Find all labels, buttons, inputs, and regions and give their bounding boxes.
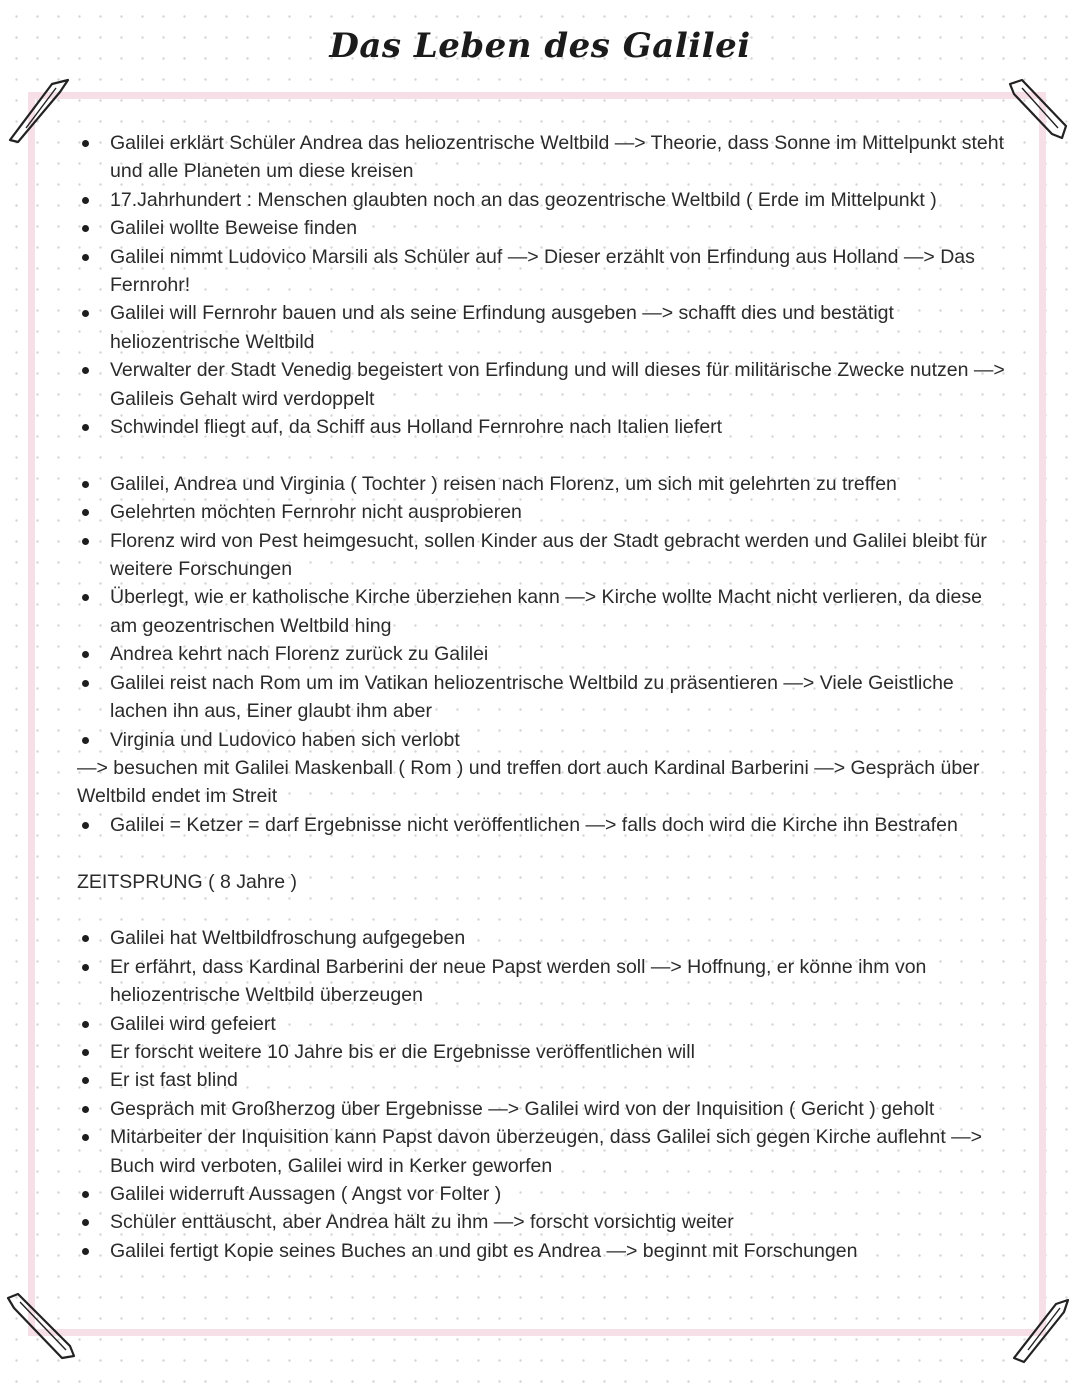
section-3-list bbox=[77, 924, 1007, 1265]
section-1-list bbox=[77, 129, 1007, 441]
list-item: Galilei reist nach Rom um im Vatikan heliozentrische Weltbild zu präsentieren —> Viele Geistliche lachen ihn aus, Einer glaubt ihm aber bbox=[77, 669, 1007, 726]
list-item: Galilei fertigt Kopie seines Buches an und gibt es Andrea —> beginnt mit Forschungen bbox=[77, 1237, 1007, 1265]
page-title: Das Leben des Galilei bbox=[329, 26, 751, 66]
notes-content bbox=[77, 129, 1007, 1265]
list-item: Gespräch mit Großherzog über Ergebnisse —> Galilei wird von der Inquisition ( Gericht ) geholt bbox=[77, 1095, 1007, 1123]
list-item: Gelehrten möchten Fernrohr nicht ausprobieren bbox=[77, 498, 1007, 526]
continuation-text: —> besuchen mit Galilei Maskenball ( Rom ) und treffen dort auch Kardinal Barberini —> Gespräch über Weltbild endet im Streit bbox=[77, 756, 980, 808]
list-item: Galilei, Andrea und Virginia ( Tochter ) reisen nach Florenz, um sich mit gelehrten zu treffen bbox=[77, 470, 1007, 498]
list-item: Galilei erklärt Schüler Andrea das heliozentrische Weltbild —> Theorie, dass Sonne im Mittelpunkt steht und alle Planeten um diese kreisen bbox=[77, 129, 1007, 186]
section-2-list bbox=[77, 470, 1007, 754]
ribbon-corner-top-right-icon bbox=[1004, 74, 1074, 144]
list-item: Florenz wird von Pest heimgesucht, sollen Kinder aus der Stadt gebracht werden und Galilei bleibt für weitere Forschungen bbox=[77, 527, 1007, 584]
list-item: Galilei wollte Beweise finden bbox=[77, 214, 1007, 242]
list-item: Mitarbeiter der Inquisition kann Papst davon überzeugen, dass Galilei sich gegen Kirche auflehnt —> Buch wird verboten, Galilei wird in Kerker geworfen bbox=[77, 1123, 1007, 1180]
list-item: Virginia und Ludovico haben sich verlobt bbox=[77, 726, 1007, 754]
list-item: Er forscht weitere 10 Jahre bis er die Ergebnisse veröffentlichen will bbox=[77, 1038, 1007, 1066]
section-2-last-list bbox=[77, 811, 1007, 839]
ribbon-corner-top-left-icon bbox=[4, 70, 70, 146]
list-item: Galilei widerruft Aussagen ( Angst vor Folter ) bbox=[77, 1180, 1007, 1208]
list-item: Schwindel fliegt auf, da Schiff aus Holland Fernrohre nach Italien liefert bbox=[77, 413, 1007, 441]
ribbon-corner-bottom-right-icon bbox=[1008, 1294, 1072, 1364]
ribbon-corner-bottom-left-icon bbox=[4, 1290, 78, 1364]
time-jump-heading: ZEITSPRUNG ( 8 Jahre ) bbox=[77, 870, 297, 893]
list-item: Er erfährt, dass Kardinal Barberini der neue Papst werden soll —> Hoffnung, er könne ihm von heliozentrische Weltbild überzeugen bbox=[77, 953, 1007, 1010]
list-item: Verwalter der Stadt Venedig begeistert von Erfindung und will dieses für militärische Zwecke nutzen —> Galileis Gehalt wird verdoppelt bbox=[77, 356, 1007, 413]
list-item: Er ist fast blind bbox=[77, 1066, 1007, 1094]
list-item: 17.Jahrhundert : Menschen glaubten noch an das geozentrische Weltbild ( Erde im Mittelpunkt ) bbox=[77, 186, 1007, 214]
list-item: Andrea kehrt nach Florenz zurück zu Galilei bbox=[77, 640, 1007, 668]
list-item: Galilei nimmt Ludovico Marsili als Schüler auf —> Dieser erzählt von Erfindung aus Holland —> Das Fernrohr! bbox=[77, 243, 1007, 300]
list-item: Galilei will Fernrohr bauen und als seine Erfindung ausgeben —> schafft dies und bestätigt heliozentrische Weltbild bbox=[77, 299, 1007, 356]
list-item: Galilei wird gefeiert bbox=[77, 1010, 1007, 1038]
list-item: Schüler enttäuscht, aber Andrea hält zu ihm —> forscht vorsichtig weiter bbox=[77, 1208, 1007, 1236]
list-item: Galilei = Ketzer = darf Ergebnisse nicht veröffentlichen —> falls doch wird die Kirche ihn Bestrafen bbox=[77, 811, 1007, 839]
list-item: Galilei hat Weltbildfroschung aufgegeben bbox=[77, 924, 1007, 952]
list-item: Überlegt, wie er katholische Kirche überziehen kann —> Kirche wollte Macht nicht verlieren, da diese am geozentrischen Weltbild hing bbox=[77, 583, 1007, 640]
